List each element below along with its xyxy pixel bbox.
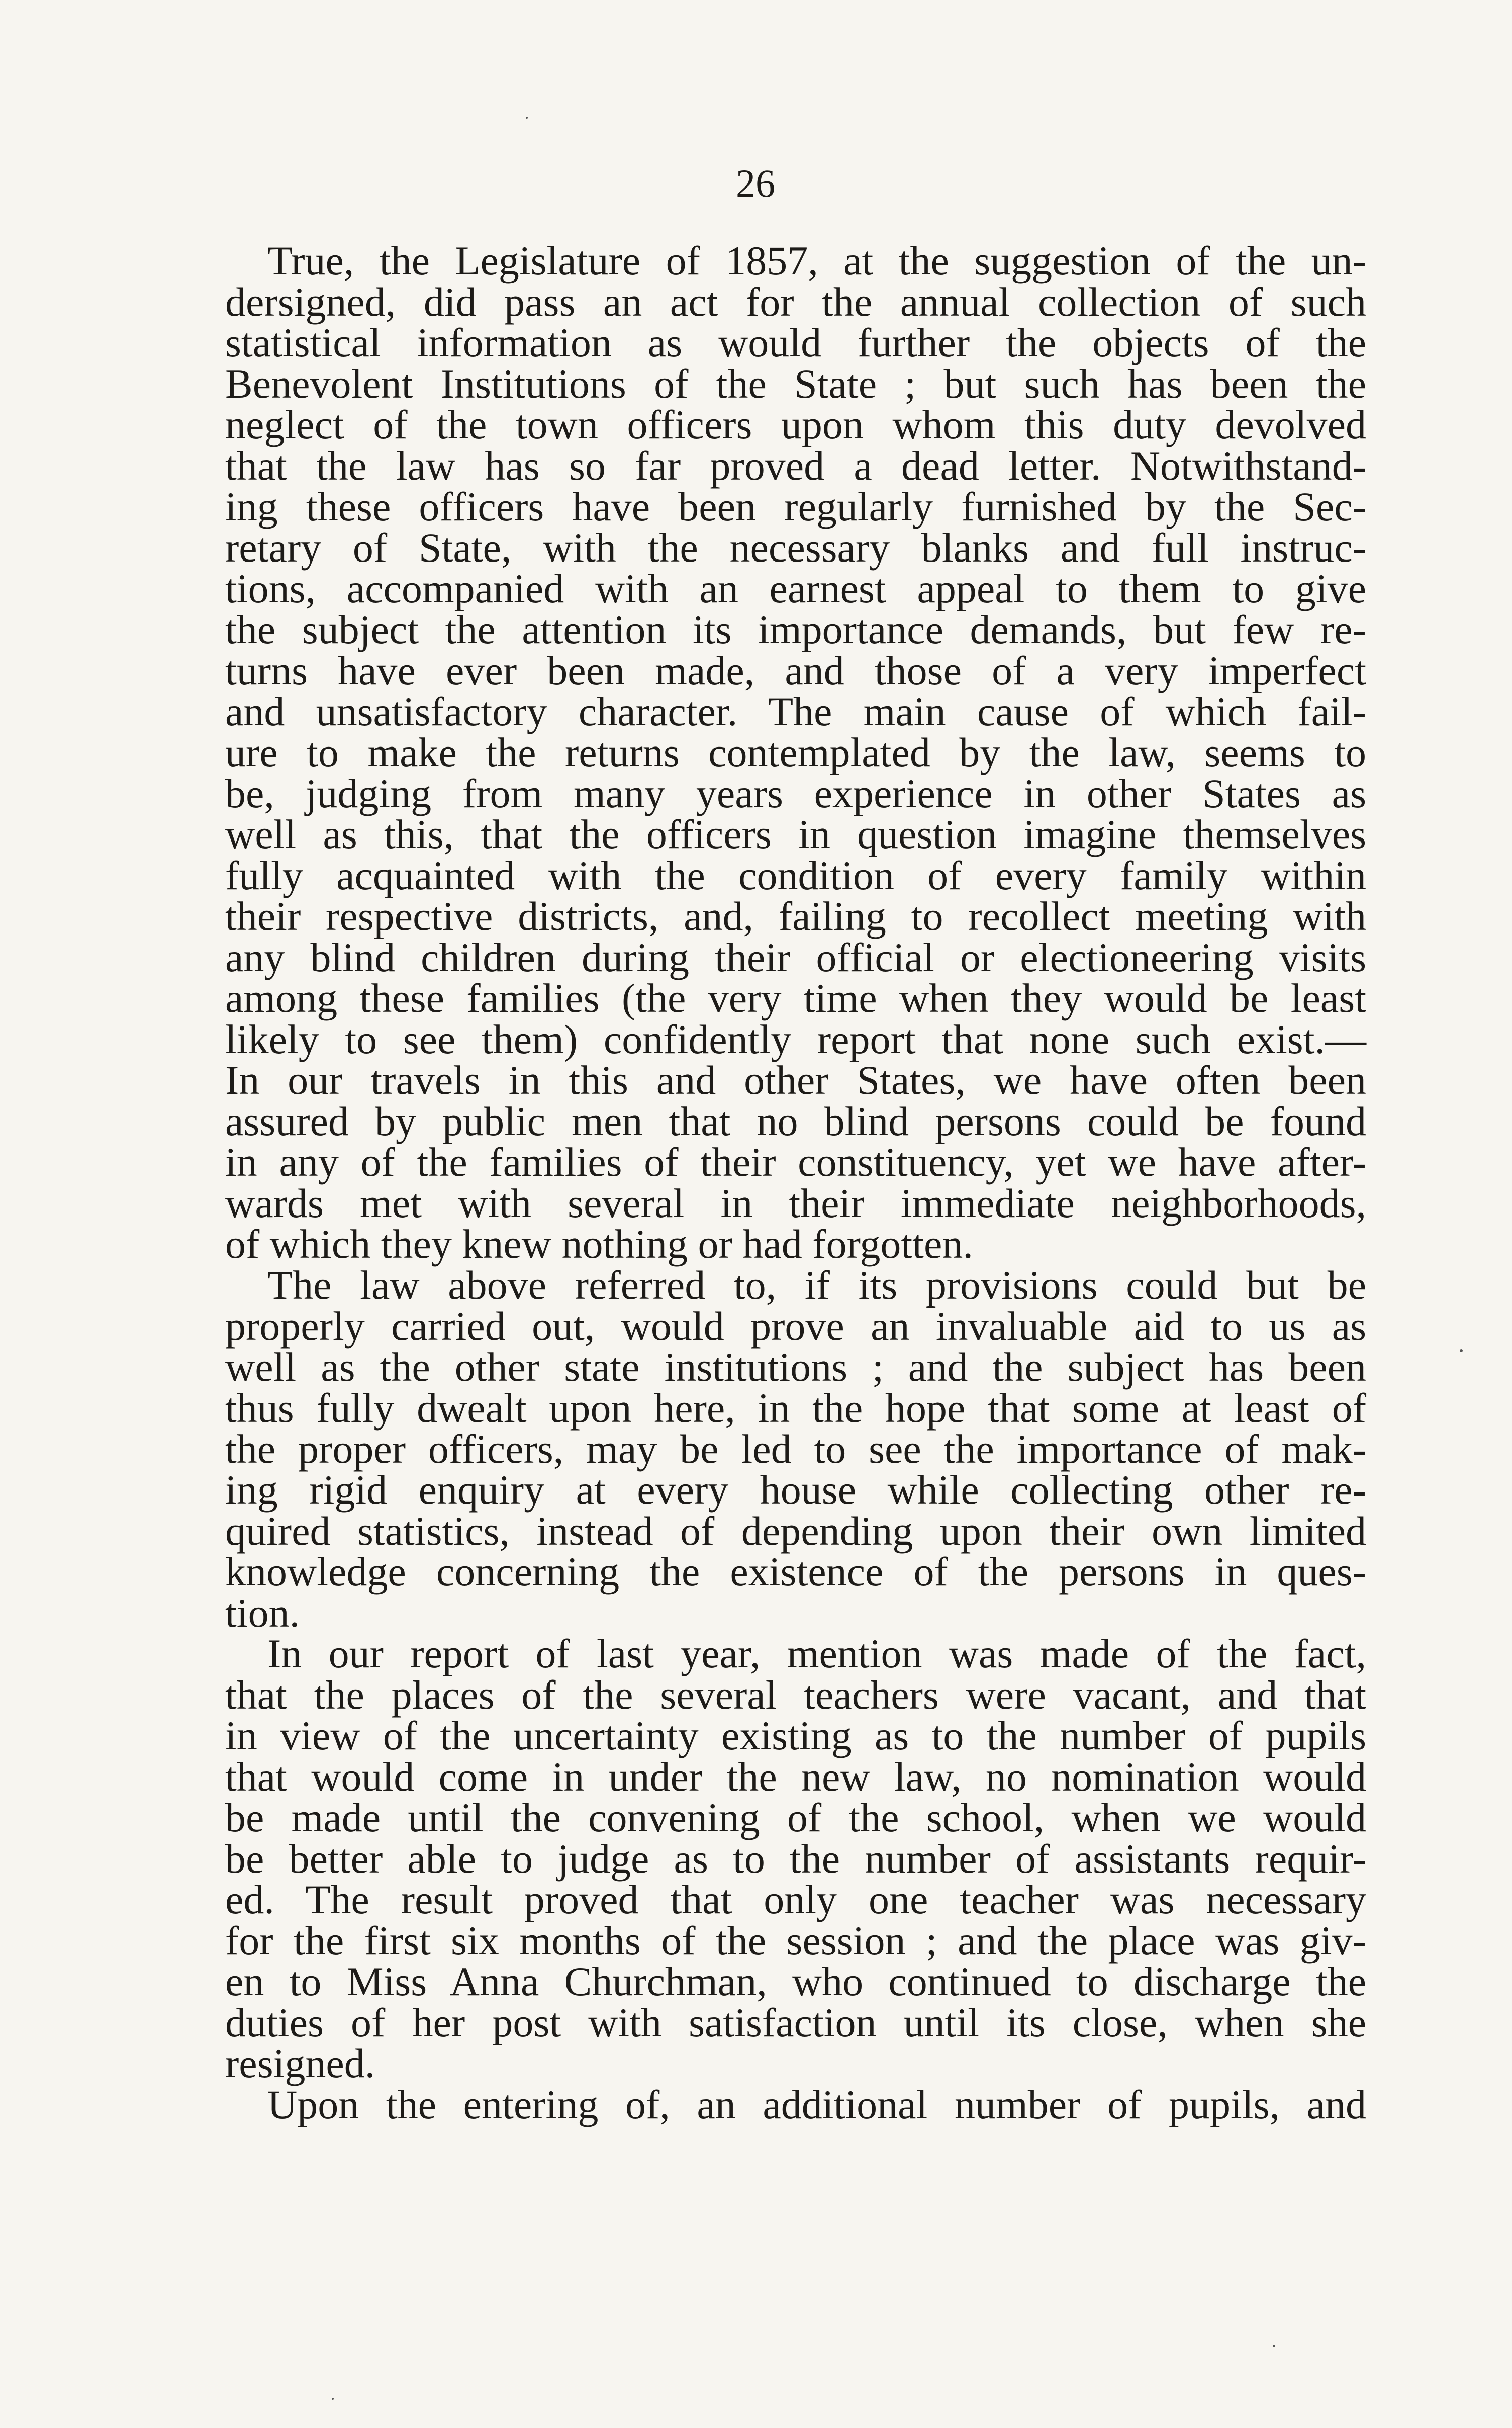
text-line: resigned. (225, 2040, 375, 2086)
text-line: Benevolent Institutions of the State ; but such has been the (225, 360, 1366, 407)
text-line: ure to make the returns contemplated by the law, seems to (225, 729, 1366, 775)
text-line: assured by public men that no blind persons could be found (225, 1098, 1366, 1144)
text-line: knowledge concerning the existence of the persons in ques- (225, 1549, 1366, 1595)
dust-speck (1273, 2345, 1275, 2347)
text-line: likely to see them) confidently report that none such exist.— (225, 1016, 1366, 1062)
text-line: that would come in under the new law, no nomination would (225, 1753, 1366, 1800)
text-line: en to Miss Anna Churchman, who continued to discharge the (225, 1958, 1366, 2004)
text-line: In our travels in this and other States, we have often been (225, 1057, 1366, 1103)
text-line: ing these officers have been regularly furnished by the Sec- (225, 484, 1366, 529)
text-line: properly carried out, would prove an invaluable aid to us as (225, 1303, 1366, 1349)
text-line: well as this, that the officers in question imagine themselves (225, 811, 1366, 857)
text-line: quired statistics, instead of depending upon their own limited (225, 1508, 1366, 1554)
text-line: the subject the attention its importance demands, but few re- (225, 606, 1366, 652)
text-line: in view of the uncertainty existing as to the number of pupils (225, 1713, 1366, 1758)
text-line: True, the Legislature of 1857, at the suggestion of the un- (267, 238, 1366, 284)
text-line: the proper officers, may be led to see the importance of mak- (225, 1426, 1366, 1472)
text-line: In our report of last year, mention was made of the fact, (267, 1631, 1366, 1676)
text-line: ed. The result proved that only one teacher was necessary (225, 1877, 1366, 1922)
text-line: Upon the entering of, an additional number of pupils, and (267, 2081, 1366, 2127)
text-line: tion. (225, 1590, 300, 1636)
text-line: of which they knew nothing or had forgotten. (225, 1221, 973, 1267)
dust-speck (1460, 1349, 1463, 1352)
text-line: that the law has so far proved a dead letter. Notwithstand- (225, 442, 1366, 489)
text-line: be, judging from many years experience in other States as (225, 770, 1366, 816)
text-line: fully acquainted with the condition of every family within (225, 852, 1366, 898)
text-line: dersigned, did pass an act for the annual collection of such (225, 278, 1366, 325)
text-line: any blind children during their official or electioneering visits (225, 934, 1366, 980)
page-number: 26 (736, 161, 775, 205)
dust-speck (526, 117, 528, 119)
text-line: among these families (the very time when they would be least (225, 975, 1366, 1021)
text-line: wards met with several in their immediate neighborhoods, (225, 1180, 1366, 1226)
text-line: in any of the families of their constituency, yet we have after- (225, 1139, 1366, 1185)
text-line: and unsatisfactory character. The main cause of which fail- (225, 688, 1366, 734)
text-line: tions, accompanied with an earnest appeal to them to give (225, 566, 1366, 611)
body-text (225, 240, 1366, 2125)
dust-speck (332, 2398, 334, 2400)
text-line: that the places of the several teachers were vacant, and that (225, 1671, 1366, 1718)
text-line: their respective districts, and, failing to recollect meeting with (225, 893, 1366, 939)
text-line: The law above referred to, if its provisions could but be (267, 1262, 1366, 1308)
text-line: be made until the convening of the school, when we would (225, 1795, 1366, 1840)
text-line: ing rigid enquiry at every house while collecting other re- (225, 1467, 1366, 1513)
text-line: retary of State, with the necessary blanks and full instruc- (225, 524, 1366, 571)
text-line: neglect of the town officers upon whom this duty devolved (225, 402, 1366, 447)
text-line: statistical information as would further the objects of the (225, 320, 1366, 365)
text-line: duties of her post with satisfaction until its close, when she (225, 1999, 1366, 2045)
text-line: be better able to judge as to the number of assistants requir- (225, 1835, 1366, 1882)
text-line: for the first six months of the session ; and the place was giv- (225, 1917, 1366, 1964)
text-line: thus fully dwealt upon here, in the hope that some at least of (225, 1385, 1366, 1431)
text-line: well as the other state institutions ; and the subject has been (225, 1344, 1366, 1390)
text-line: turns have ever been made, and those of a very imperfect (225, 647, 1366, 693)
